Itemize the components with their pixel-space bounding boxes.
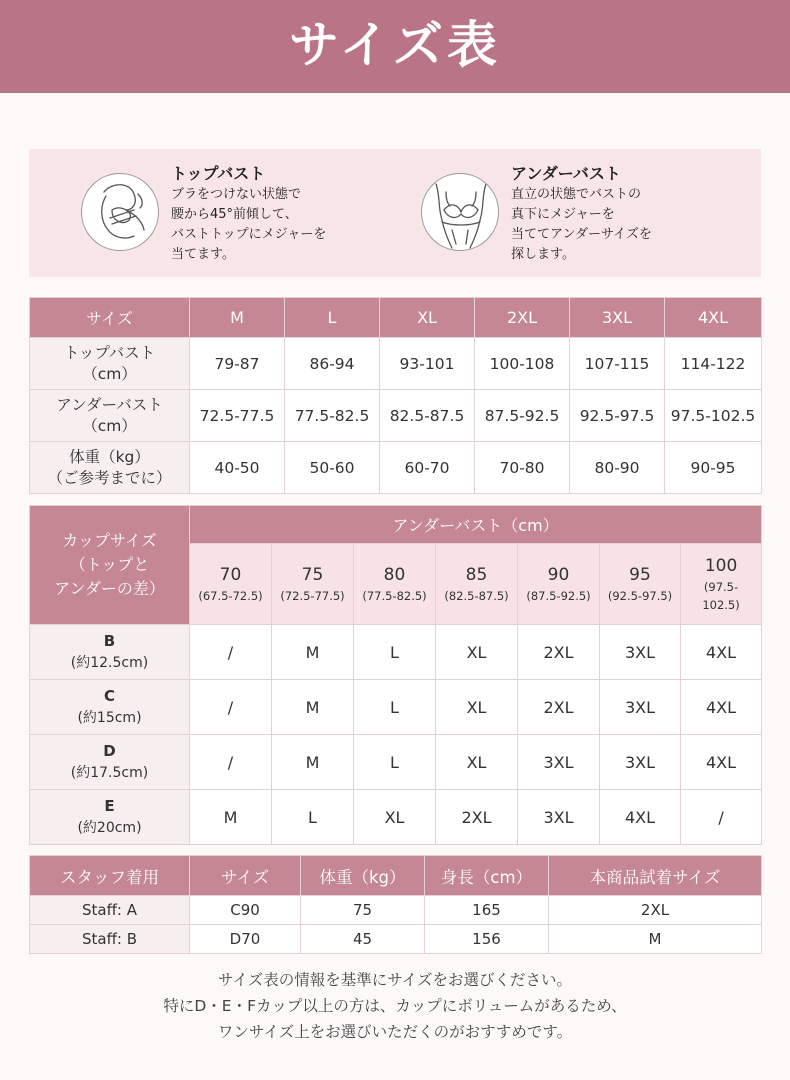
table-cell: 72.5-77.5 [190,390,285,442]
table-cell: 87.5-92.5 [475,390,570,442]
band-value: 80 [383,565,406,585]
staff-table-header [30,856,762,896]
table-cell: XL [436,680,518,735]
under-bust-span-header: アンダーバスト（cm） [190,506,762,544]
table-row [30,925,762,954]
table-cell: 3XL [600,680,681,735]
top-bust-title: トップバスト [171,164,266,183]
cup-label [30,680,190,735]
staff-name: Staff: A [30,896,190,925]
under-bust-illustration-icon [421,173,499,251]
note-line: 特にD・E・Fカップ以上の方は、カップにボリュームがあるため、 [163,997,627,1015]
band-range: (97.5- [703,580,739,594]
table-cell: 45 [301,925,425,954]
size-header-cell: 4XL [665,298,762,338]
top-bust-guide [81,149,381,277]
size-table [29,297,762,494]
table-row [30,680,762,735]
row-label-line: 体重（kg） [69,447,150,466]
table-cell: C90 [190,896,301,925]
title-banner [0,0,790,93]
table-cell: L [272,790,354,845]
cup-diff: (約12.5cm) [70,655,149,671]
staff-name: Staff: B [30,925,190,954]
table-cell: 79-87 [190,338,285,390]
row-label-line: （cm） [82,416,137,435]
table-cell: 3XL [600,735,681,790]
cup-letter: D [103,742,116,760]
row-label-line: アンダーバスト [56,395,163,414]
table-cell: / [190,680,272,735]
cup-size-table [29,505,762,845]
table-cell: / [190,625,272,680]
under-bust-line: 当ててアンダーサイズを [511,227,652,242]
under-bust-description [511,185,652,265]
size-header-cell: サイズ [30,298,190,338]
table-cell: XL [354,790,436,845]
row-label-line: （ご参考までに） [47,468,172,487]
table-row [30,390,762,442]
table-cell: 2XL [549,896,762,925]
row-label-line: （cm） [82,364,137,383]
table-cell: 100-108 [475,338,570,390]
band-header [190,544,272,625]
cup-label [30,625,190,680]
cup-table-header [30,506,762,544]
table-cell: 4XL [600,790,681,845]
row-label [30,442,190,494]
cup-letter: E [104,797,115,815]
staff-header-cell: 体重（kg） [301,856,425,896]
table-cell: 4XL [681,680,762,735]
table-row [30,790,762,845]
top-bust-line: ブラをつけない状態で [171,187,302,202]
corner-line: （トップと [69,555,150,574]
top-bust-line: バストトップにメジャーを [171,227,327,242]
table-cell: 2XL [436,790,518,845]
staff-header-cell: 身長（cm） [425,856,549,896]
cup-label [30,790,190,845]
staff-header-cell: スタッフ着用 [30,856,190,896]
band-range: (87.5-92.5) [526,589,591,603]
cup-letter: B [103,632,116,650]
under-bust-line: 探します。 [511,247,575,262]
top-bust-line: 当てます。 [171,247,235,262]
band-value: 95 [629,565,651,585]
table-cell: L [354,680,436,735]
table-row [30,338,762,390]
band-range: 102.5) [702,598,740,612]
band-value: 75 [301,565,324,585]
table-cell: 97.5-102.5 [665,390,762,442]
size-header-cell: L [285,298,380,338]
cup-diff: (約15cm) [77,710,142,726]
table-cell: M [549,925,762,954]
staff-header-cell: サイズ [190,856,301,896]
size-header-cell: M [190,298,285,338]
table-cell: 90-95 [665,442,762,494]
table-cell: 4XL [681,625,762,680]
band-header [681,544,762,625]
table-cell: 82.5-87.5 [380,390,475,442]
page-title: サイズ表 [289,15,501,74]
table-cell: 77.5-82.5 [285,390,380,442]
table-cell: 50-60 [285,442,380,494]
table-cell: / [190,735,272,790]
note-line: サイズ表の情報を基準にサイズをお選びください。 [217,971,573,989]
under-bust-line: 真下にメジャーを [511,207,615,222]
cup-letter: C [103,687,115,705]
cup-diff: (約20cm) [77,820,142,836]
top-bust-line: 腰から45°前傾して、 [171,207,298,222]
table-cell: 70-80 [475,442,570,494]
band-header [518,544,600,625]
table-row [30,442,762,494]
table-row [30,896,762,925]
table-cell: 3XL [518,735,600,790]
size-note [0,967,790,1045]
band-value: 85 [465,565,488,585]
table-cell: XL [436,735,518,790]
table-cell: 114-122 [665,338,762,390]
table-cell: 75 [301,896,425,925]
table-cell: L [354,735,436,790]
band-header [272,544,354,625]
cup-diff: (約17.5cm) [70,765,149,781]
size-header-cell: 2XL [475,298,570,338]
band-header [354,544,436,625]
table-cell: 86-94 [285,338,380,390]
size-header-cell: 3XL [570,298,665,338]
table-cell: 4XL [681,735,762,790]
band-value: 70 [219,565,242,585]
table-cell: 156 [425,925,549,954]
size-table-header [30,298,762,338]
table-cell: 60-70 [380,442,475,494]
band-range: (92.5-97.5) [607,589,673,603]
table-cell: 40-50 [190,442,285,494]
note-line: ワンサイズ上をお選びいただくのがおすすめです。 [217,1023,573,1041]
table-row [30,625,762,680]
table-cell: M [272,625,354,680]
table-cell: 92.5-97.5 [570,390,665,442]
row-label-line: トップバスト [63,343,156,362]
measurement-guide [29,149,761,277]
staff-table [29,855,762,954]
table-cell: 80-90 [570,442,665,494]
band-value: 90 [547,565,570,585]
table-cell: 2XL [518,625,600,680]
cup-corner-header [30,506,190,625]
band-range: (72.5-77.5) [280,589,345,603]
corner-line: アンダーの差） [54,579,165,598]
table-cell: M [190,790,272,845]
band-header [600,544,681,625]
table-cell: M [272,735,354,790]
table-cell: 165 [425,896,549,925]
under-bust-title: アンダーバスト [511,164,621,183]
corner-line: カップサイズ [62,531,157,550]
table-cell: 107-115 [570,338,665,390]
under-bust-line: 直立の状態でバストの [511,187,642,202]
band-range: (67.5-72.5) [198,589,263,603]
band-header [436,544,518,625]
table-cell: 3XL [600,625,681,680]
band-range: (77.5-82.5) [362,589,427,603]
table-cell: L [354,625,436,680]
table-cell: / [681,790,762,845]
table-row [30,735,762,790]
staff-header-cell: 本商品試着サイズ [549,856,762,896]
table-cell: M [272,680,354,735]
top-bust-illustration-icon [81,173,159,251]
table-cell: 2XL [518,680,600,735]
band-value: 100 [704,556,738,576]
table-cell: 3XL [518,790,600,845]
size-header-cell: XL [380,298,475,338]
table-cell: D70 [190,925,301,954]
table-cell: XL [436,625,518,680]
table-cell: 93-101 [380,338,475,390]
row-label [30,338,190,390]
row-label [30,390,190,442]
top-bust-description [171,185,326,265]
under-bust-guide [421,149,741,277]
band-range: (82.5-87.5) [444,589,509,603]
cup-label [30,735,190,790]
